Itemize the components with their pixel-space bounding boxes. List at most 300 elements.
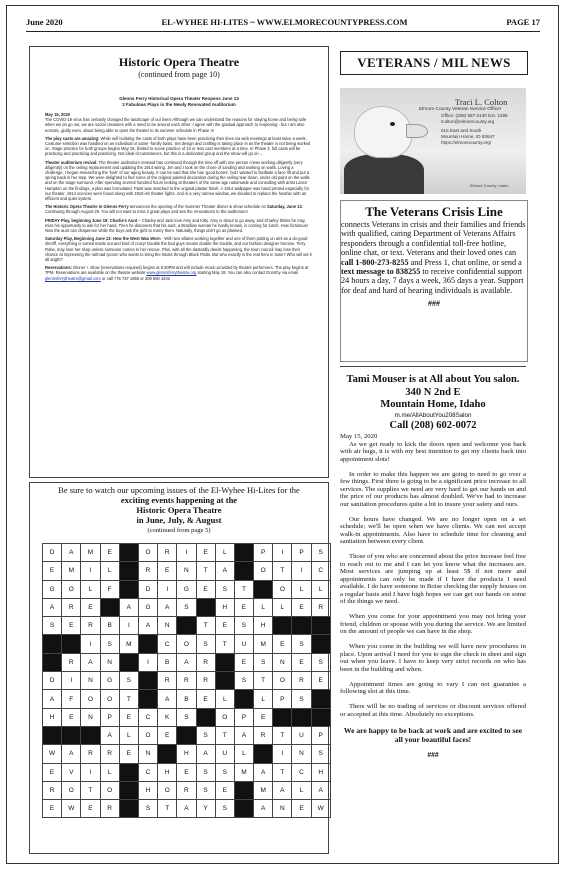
crossword-cell: B (177, 690, 196, 708)
crossword-cell: I (119, 617, 138, 635)
crossword-cell: I (138, 653, 157, 671)
notice-p4-mid: announces the opening of the Summer Theater dinner & show schedule on (128, 204, 268, 210)
crossword-cell: N (81, 708, 100, 726)
crossword-block (119, 763, 138, 781)
crossword-cell: T (273, 763, 292, 781)
eagle-head-shape (354, 106, 412, 158)
crossword-cell: S (234, 672, 253, 690)
crossword-cell: I (81, 562, 100, 580)
crossword-cell: C (158, 635, 177, 653)
crossword-cell: R (81, 745, 100, 763)
crossword-cell: L (292, 781, 311, 799)
crossword-cell: R (100, 800, 119, 818)
crossword-cell: O (177, 635, 196, 653)
crossword-cell: A (177, 653, 196, 671)
officer-address-1: 515 East and South (441, 128, 482, 134)
masthead: EL-WYHEE HI-LITES ~ WWW.ELMORECOUNTYPRESS.COM (161, 17, 408, 27)
notice-p3: The theater auditorium renewal has continued through the time off with one person crews working diligently (very diligently) on the ceiling replacement and updating the 1914 wiring. Jim and I took on the chore of sanding and working on walls. Loving a challenge, I began researching the 'look' of our aging beauty. It can be said that she has 'good bones', but I wanted to facilitate a face lift and put a spring back in her step. We were delighted to find some of the original painted decoration during the ceiling tear down, under old paint on the walls and on the stage surround. After spending several hundred hours looking at theaters of the same age nationwide and consulting with artist Lance Hampton on the findings, a plan was formulated. Paint was matched to the original plaster finish. A 1914 wallpaper was hand printed especially for our theater. 1914 sconces were found along with 1910-ish theater lights. And in a very narrow window, we decided to replace the heat/ac with an efficient and quiet system. (45, 159, 310, 202)
crossword-cell: O (138, 544, 157, 562)
salon-closing: We are happy to be back at work and are excited to see all your beautiful faces! (343, 725, 523, 744)
crossword-cell: A (62, 745, 81, 763)
crossword-cell: U (234, 635, 253, 653)
crossword-cell: I (177, 544, 196, 562)
salon-paragraph-4: Those of you who are concerned about the price increase feel free to reach out to me and I can let you know what the increases are. Most services are jumping up at least 5$ if not more and appointments can only be made if I have the products I need available. I do have someone in Boise checking the supply houses on a regular basis and I have high hopes we can get our hands on some of the things we need. (340, 553, 526, 605)
eagle-eye-shape (390, 122, 395, 126)
crossword-row (43, 544, 331, 562)
crossword-cell: A (234, 726, 253, 744)
crossword-cell: R (292, 672, 311, 690)
crossword-cell: R (81, 617, 100, 635)
crossword-cell: G (43, 580, 62, 598)
crossword-cell: E (196, 544, 215, 562)
crossword-cell: E (119, 745, 138, 763)
crossword-cell: T (234, 580, 253, 598)
notice-p4: . Continuing through August 29. You will not want to miss 2 great plays and see the renovations to the auditorium! (45, 204, 303, 215)
crossword-cell: E (43, 562, 62, 580)
notice-p1: The COVID-19 virus has certainly changed the landscape of our lives! Although we can understand the reasons for staying home and being safe when we do go out, we are social creatures with a need to be around each other. I agree with the gradual approach to reopening - but I am also ecstatic, giddy even, about being able to open the theater to its summer schedule in Phase 4! (45, 117, 307, 133)
salon-paragraph-6: When you come in the building we will have new procedures in place. Upon arrival I need for you to sign the check in sheet and sign out when you leave. I have to keep very strict records on who has been in the building and when. (340, 643, 526, 673)
salon-paragraph-2: In order to make this happen we are going to need to go over a few things. First there is going to be a significant price increase to all services. The supplies we need are very hard to get our hands on and the price of our products has almost doubled. We've had to increase our sanitation procedures quite a bit to insure your safety and ours. (340, 470, 526, 508)
crossword-cell: T (254, 672, 273, 690)
crossword-cell: T (273, 726, 292, 744)
crisis-text-c: and Press 1, chat online, or send a (408, 257, 522, 267)
crossword-cell: P (254, 544, 273, 562)
crossword-block (292, 708, 311, 726)
crossword-cell: G (100, 672, 119, 690)
crossword-continued: (continued from page 5) (147, 527, 211, 534)
crossword-block (234, 544, 253, 562)
crossword-cell: P (311, 726, 330, 744)
crossword-block (158, 745, 177, 763)
crossword-cell: O (158, 781, 177, 799)
crossword-block (119, 562, 138, 580)
crossword-cell: H (138, 781, 157, 799)
crossword-cell: N (177, 562, 196, 580)
crossword-cell: A (177, 800, 196, 818)
officer-email[interactable]: tcolton@elmorecounty.org (441, 119, 495, 125)
crossword-block (119, 800, 138, 818)
notice-p6-lead: Saturday Play, Beginning June 13: How the West Was Worn (45, 236, 161, 242)
salon-messenger-link[interactable]: m.me/AllAboutYou208Salon (394, 411, 472, 419)
crossword-block (234, 800, 253, 818)
crossword-cell: W (43, 745, 62, 763)
theatre-email-link[interactable]: glennsferrytheatre@gmail.com (45, 275, 101, 281)
crossword-block (119, 653, 138, 671)
salon-paragraph-7: Appointment times are going to vary I can not guarantee a following slot at this time. (340, 680, 526, 695)
crossword-cell: A (138, 617, 157, 635)
notice-p2-lead: The play casts are amazing: (45, 135, 100, 141)
crossword-row (43, 726, 331, 744)
crossword-row (43, 781, 331, 799)
crossword-cell: R (62, 653, 81, 671)
crossword-block (234, 781, 253, 799)
crossword-cell: A (254, 763, 273, 781)
crossword-cell: S (215, 580, 234, 598)
crossword-cell: L (119, 726, 138, 744)
crossword-cell: E (158, 562, 177, 580)
crossword-cell: W (311, 800, 330, 818)
crossword-cell: R (177, 672, 196, 690)
crossword-cell: H (177, 745, 196, 763)
crossword-cell: S (215, 763, 234, 781)
crossword-cell: M (254, 635, 273, 653)
crossword-cell: A (158, 598, 177, 616)
crossword-cell: N (158, 617, 177, 635)
crossword-cell: H (311, 763, 330, 781)
crossword-cell: F (62, 690, 81, 708)
crossword-cell: T (273, 562, 292, 580)
issue-date: June 2020 (26, 17, 63, 27)
crossword-block (273, 708, 292, 726)
crossword-cell: R (311, 598, 330, 616)
crossword-cell: R (100, 745, 119, 763)
notice-p3-lead: Theater auditorium revival: (45, 159, 98, 165)
crossword-cell: S (292, 635, 311, 653)
crossword-cell: E (43, 763, 62, 781)
crossword-block (43, 726, 62, 744)
crossword-cell: S (254, 653, 273, 671)
crossword-cell: T (215, 635, 234, 653)
crossword-cell: S (311, 544, 330, 562)
crossword-block (273, 617, 292, 635)
upcoming-line-1: Be sure to watch our upcoming issues of the El-Wyhee Hi-Lites for the (58, 485, 300, 495)
salon-paragraph-3: Our hours have changed. We are no longer open on a set schedule; we'll be open when we have clients. We can not accept walk-in appointments. Also have to schedule time for cleaning and sanitation between every client. (340, 515, 526, 545)
crossword-cell: L (215, 690, 234, 708)
crossword-cell: N (273, 653, 292, 671)
crossword-cell: E (311, 672, 330, 690)
crossword-cell: C (138, 763, 157, 781)
crossword-cell: O (100, 781, 119, 799)
crossword-cell: F (100, 580, 119, 598)
crossword-cell: O (100, 690, 119, 708)
crossword-row (43, 653, 331, 671)
crossword-cell: L (292, 580, 311, 598)
crossword-cell: U (215, 745, 234, 763)
crossword-cell: T (196, 562, 215, 580)
officer-address-2: Mountain Home, ID 83647 (441, 134, 495, 140)
crisis-text-number: text message to 838255 (341, 267, 421, 277)
salon-body (340, 433, 526, 766)
crossword-cell: A (311, 781, 330, 799)
crossword-cell: S (196, 726, 215, 744)
officer-contact (405, 97, 521, 147)
crossword-cell: P (234, 708, 253, 726)
crossword-block (43, 653, 62, 671)
crossword-block (234, 562, 253, 580)
notice-p7c: or call 775 737 1955 or 208 580 4202 (100, 275, 171, 281)
crossword-block (138, 690, 157, 708)
crossword-cell: E (215, 781, 234, 799)
crossword-cell: A (215, 562, 234, 580)
crossword-cell: N (81, 672, 100, 690)
opera-continued: (continued from page 10) (138, 70, 220, 79)
crossword-cell: E (234, 598, 253, 616)
crossword-cell: U (292, 726, 311, 744)
crossword-block (138, 672, 157, 690)
crossword-cell: E (196, 580, 215, 598)
crossword-cell: Y (196, 800, 215, 818)
crossword-cell: B (158, 653, 177, 671)
crossword-cell: D (138, 580, 157, 598)
salon-headline: Tami Mouser is at All about You salon. (346, 374, 520, 385)
crossword-cell: L (100, 763, 119, 781)
crossword-block (100, 598, 119, 616)
crossword-cell: P (292, 544, 311, 562)
crossword-cell: R (254, 726, 273, 744)
crossword-cell: S (100, 635, 119, 653)
crossword-cell: H (158, 763, 177, 781)
officer-card-caption: Elmore County, Idaho (470, 183, 509, 188)
notice-p6: - With two villains working together and one of them putting on airs as a do-good sheriff, everything is turned inside out and kind of crazy! Double the bad guys means double the trouble, and our fashion designer heroine, Terry Robe, may lose her shop unless someone comes to her rescue. Plus, with all the dastardly deeds happening, the town council may lose their chance at impressing the railroad tycoon who wants to bring the tracks through Black Flatts. But who exactly is the real hero in town? Who will set it all aright? (45, 236, 312, 263)
crossword-cell: S (234, 617, 253, 635)
page-header (26, 13, 540, 32)
crossword-cell: R (138, 562, 157, 580)
crossword-cell: V (62, 763, 81, 781)
crossword-block (138, 635, 157, 653)
crossword-cell: O (62, 781, 81, 799)
opera-notice (45, 96, 313, 284)
crossword-cell: D (43, 672, 62, 690)
crossword-cell: K (158, 708, 177, 726)
crossword-block (62, 726, 81, 744)
crossword-block (62, 635, 81, 653)
crossword-block (81, 726, 100, 744)
crossword-cell: H (43, 708, 62, 726)
crossword-cell: A (81, 653, 100, 671)
salon-paragraph-1: As we get ready to kick the doors open and welcome you back with air hugs, it is with my best intention to get my clients back into appointment slots! (340, 440, 526, 463)
crossword-row (43, 690, 331, 708)
crossword-cell: I (62, 672, 81, 690)
crisis-phone: call 1-800-273-8255 (341, 257, 409, 267)
crisis-text-a: connects Veterans in crisis and their families and friends with qualified, caring Department of Veterans Affairs responders through a confidential toll-free hotline, online chat, or text. Veterans and their loved ones can (341, 220, 526, 258)
officer-website[interactable]: https://elmorecounty.org/ (441, 140, 492, 146)
crossword-grid (42, 543, 331, 818)
crossword-cell: E (119, 708, 138, 726)
crossword-cell: L (100, 562, 119, 580)
crossword-cell: D (43, 544, 62, 562)
crossword-cell: S (311, 653, 330, 671)
crossword-cell: R (177, 781, 196, 799)
upcoming-line-4: in June, July, & August (136, 515, 222, 525)
salon-city: Mountain Home, Idaho (380, 399, 486, 410)
officer-name: Traci L. Colton (455, 97, 508, 107)
crossword-cell: I (81, 763, 100, 781)
crisis-title: The Veterans Crisis Line (365, 204, 503, 219)
crossword-cell: C (138, 708, 157, 726)
crossword-cell: B (100, 617, 119, 635)
crossword-cell: O (254, 562, 273, 580)
crossword-cell: L (311, 580, 330, 598)
crossword-cell: M (62, 562, 81, 580)
crossword-cell: R (196, 653, 215, 671)
crossword-cell: O (273, 580, 292, 598)
crossword-cell: I (273, 745, 292, 763)
crossword-block (119, 781, 138, 799)
crossword-cell: S (215, 800, 234, 818)
crossword-cell: E (273, 635, 292, 653)
crossword-cell: I (292, 562, 311, 580)
crossword-cell: E (177, 763, 196, 781)
crossword-cell: S (138, 800, 157, 818)
crossword-cell: C (292, 763, 311, 781)
crossword-cell: I (158, 580, 177, 598)
crossword-cell: N (273, 800, 292, 818)
crossword-cell: M (119, 635, 138, 653)
crisis-body (341, 220, 527, 295)
page-number: PAGE 17 (506, 17, 540, 27)
crossword-cell: E (62, 708, 81, 726)
crisis-line-box (340, 200, 528, 362)
crossword-cell: O (138, 726, 157, 744)
crossword-cell: A (62, 544, 81, 562)
crossword-block (254, 580, 273, 598)
veterans-banner: VETERANS / MIL NEWS (340, 51, 528, 75)
crossword-cell: O (81, 690, 100, 708)
crossword-row (43, 708, 331, 726)
notice-date: May 15, 2020 (45, 112, 71, 117)
crossword-cell: E (292, 598, 311, 616)
crossword-cell: T (119, 690, 138, 708)
crossword-cell: M (254, 781, 273, 799)
crossword-cell: O (215, 708, 234, 726)
crossword-block (196, 598, 215, 616)
crossword-cell: P (273, 690, 292, 708)
crossword-block (43, 635, 62, 653)
crossword-cell: T (215, 726, 234, 744)
crossword-cell: L (234, 745, 253, 763)
upcoming-line-2: exciting events happening at the (120, 495, 238, 505)
crossword-cell: S (196, 781, 215, 799)
crossword-cell: L (273, 598, 292, 616)
notice-p4-lead: The Historic Opera Theatre in Glenns Ferry (45, 204, 129, 210)
crossword-cell: S (311, 745, 330, 763)
officer-phone: Office: (208) 587-2130 Ext. 1296 (441, 113, 508, 119)
crossword-cell: A (43, 598, 62, 616)
crossword-cell: N (100, 653, 119, 671)
crossword-cell: E (292, 800, 311, 818)
salon-date: May 15, 2020 (340, 433, 378, 440)
crossword-cell: R (43, 781, 62, 799)
crossword-cell: H (254, 617, 273, 635)
crossword-block (196, 708, 215, 726)
crossword-cell: I (273, 544, 292, 562)
crossword-cell: A (254, 800, 273, 818)
crossword-cell: T (158, 800, 177, 818)
crossword-row (43, 800, 331, 818)
crossword-block (177, 617, 196, 635)
crossword-cell: I (81, 635, 100, 653)
crossword-block (292, 617, 311, 635)
crossword-cell: S (196, 763, 215, 781)
notice-p5-lead: FRIDAY Play, beginning June 19: Charlie's Aunt (45, 217, 138, 223)
crossword-cell: E (215, 617, 234, 635)
crossword-cell: L (254, 598, 273, 616)
crossword-row (43, 745, 331, 763)
crossword-block (311, 690, 330, 708)
crossword-cell: T (196, 617, 215, 635)
crossword-cell: E (158, 726, 177, 744)
crossword-cell: E (81, 598, 100, 616)
salon-address: 340 N 2nd E (405, 386, 461, 398)
crossword-cell: R (196, 672, 215, 690)
eagle-body-shape (344, 154, 424, 194)
crossword-cell: M (81, 544, 100, 562)
crossword-cell: S (177, 598, 196, 616)
crossword-cell: S (43, 617, 62, 635)
crossword-block (177, 726, 196, 744)
crossword-cell: A (43, 690, 62, 708)
crossword-cell: T (81, 781, 100, 799)
crossword-cell: E (81, 800, 100, 818)
crossword-row (43, 580, 331, 598)
crossword-cell: G (177, 580, 196, 598)
crossword-cell: R (158, 544, 177, 562)
salon-end-mark: ### (427, 750, 439, 759)
crisis-end-mark: ### (428, 299, 440, 309)
upcoming-line-3: Historic Opera Theatre (136, 505, 222, 515)
crossword-cell: L (81, 580, 100, 598)
salon-article (340, 366, 526, 856)
notice-title-1: Glenns Ferry Historical Opera Theater Reopens June 13 (119, 96, 239, 101)
crisis-text-e: to receive confidential support 24 hours a day, 7 days a week, 365 days a year. Support for deaf and hard of hearing individuals is available. (341, 267, 524, 295)
notice-p7: Dinner + show (reservations required) begins at 5:30PM and will include music provided by theatre performers. The play begins at 7PM. Reservations are available on the theatre website (45, 265, 309, 276)
crossword-cell: E (62, 617, 81, 635)
crossword-row (43, 617, 331, 635)
crossword-block (311, 617, 330, 635)
crossword-cell: N (292, 745, 311, 763)
crossword-block (234, 690, 253, 708)
crossword-cell: N (138, 745, 157, 763)
crossword-cell: O (273, 672, 292, 690)
notice-p7b: starting May 18. You can also contact Dorothy via email (196, 270, 299, 276)
crossword-cell: A (158, 690, 177, 708)
notice-p2: While self isolating the casts of both plays have been practicing their lines via web meetings at least twice a week. Costume selection was handled on an individual or same -family basis. Set design and crafting is taking place in as the theater is not being worked on. Stage practice for both groups begins May 16, limited to scene practice of 10 or less cast members at a time. In Phase 3, full casts will be practicing and practicing and practicing. Not ideal circumstances, but this is a dedicated group and the show will go on ... (45, 135, 311, 157)
crossword-cell: L (215, 544, 234, 562)
crossword-cell: E (43, 800, 62, 818)
crossword-cell: M (234, 763, 253, 781)
crossword-row (43, 635, 331, 653)
crossword-block (254, 745, 273, 763)
crossword-block (119, 544, 138, 562)
crossword-cell: A (100, 726, 119, 744)
crossword-cell: O (62, 580, 81, 598)
notice-title-2: 2 Fabulous Plays in the Newly Renovated Auditorium (122, 102, 236, 107)
crossword-cell: E (196, 690, 215, 708)
notice-p5: – Charley and Jack love Amy and Kitty. Amy is about to go away, and Charley thinks he may miss his opportunity to ask for her hand. Then he discovers that his aunt, a Brazilian woman he hardly knows, is coming for lunch. How fortuitous! Now the aunt can chaperone while the boys ask the girls to marry them. Naturally, things don't go as planned. (45, 217, 308, 234)
crossword-cell: S (292, 690, 311, 708)
crossword-block (215, 672, 234, 690)
crossword-row (43, 672, 331, 690)
salon-paragraph-8: There will be no trading of services or discount services offered or accepted at this time. Absolutely no exceptions. (340, 703, 526, 718)
crossword-cell: H (215, 598, 234, 616)
crossword-block (119, 580, 138, 598)
crossword-row (43, 598, 331, 616)
crossword-cell: L (254, 690, 273, 708)
crossword-row (43, 562, 331, 580)
theatre-website-link[interactable]: www.glennsferrytheatre.org (146, 270, 197, 276)
crossword-cell: A (119, 598, 138, 616)
crossword-cell: R (62, 598, 81, 616)
crossword-cell: E (292, 653, 311, 671)
crossword-row (43, 763, 331, 781)
officer-title: Elmore County Veteran Service Officer (419, 107, 502, 112)
crossword-cell: W (62, 800, 81, 818)
crossword-cell: C (311, 562, 330, 580)
crossword-cell: A (273, 781, 292, 799)
crossword-cell: E (254, 708, 273, 726)
crossword-cell: R (158, 672, 177, 690)
crossword-block (311, 708, 330, 726)
